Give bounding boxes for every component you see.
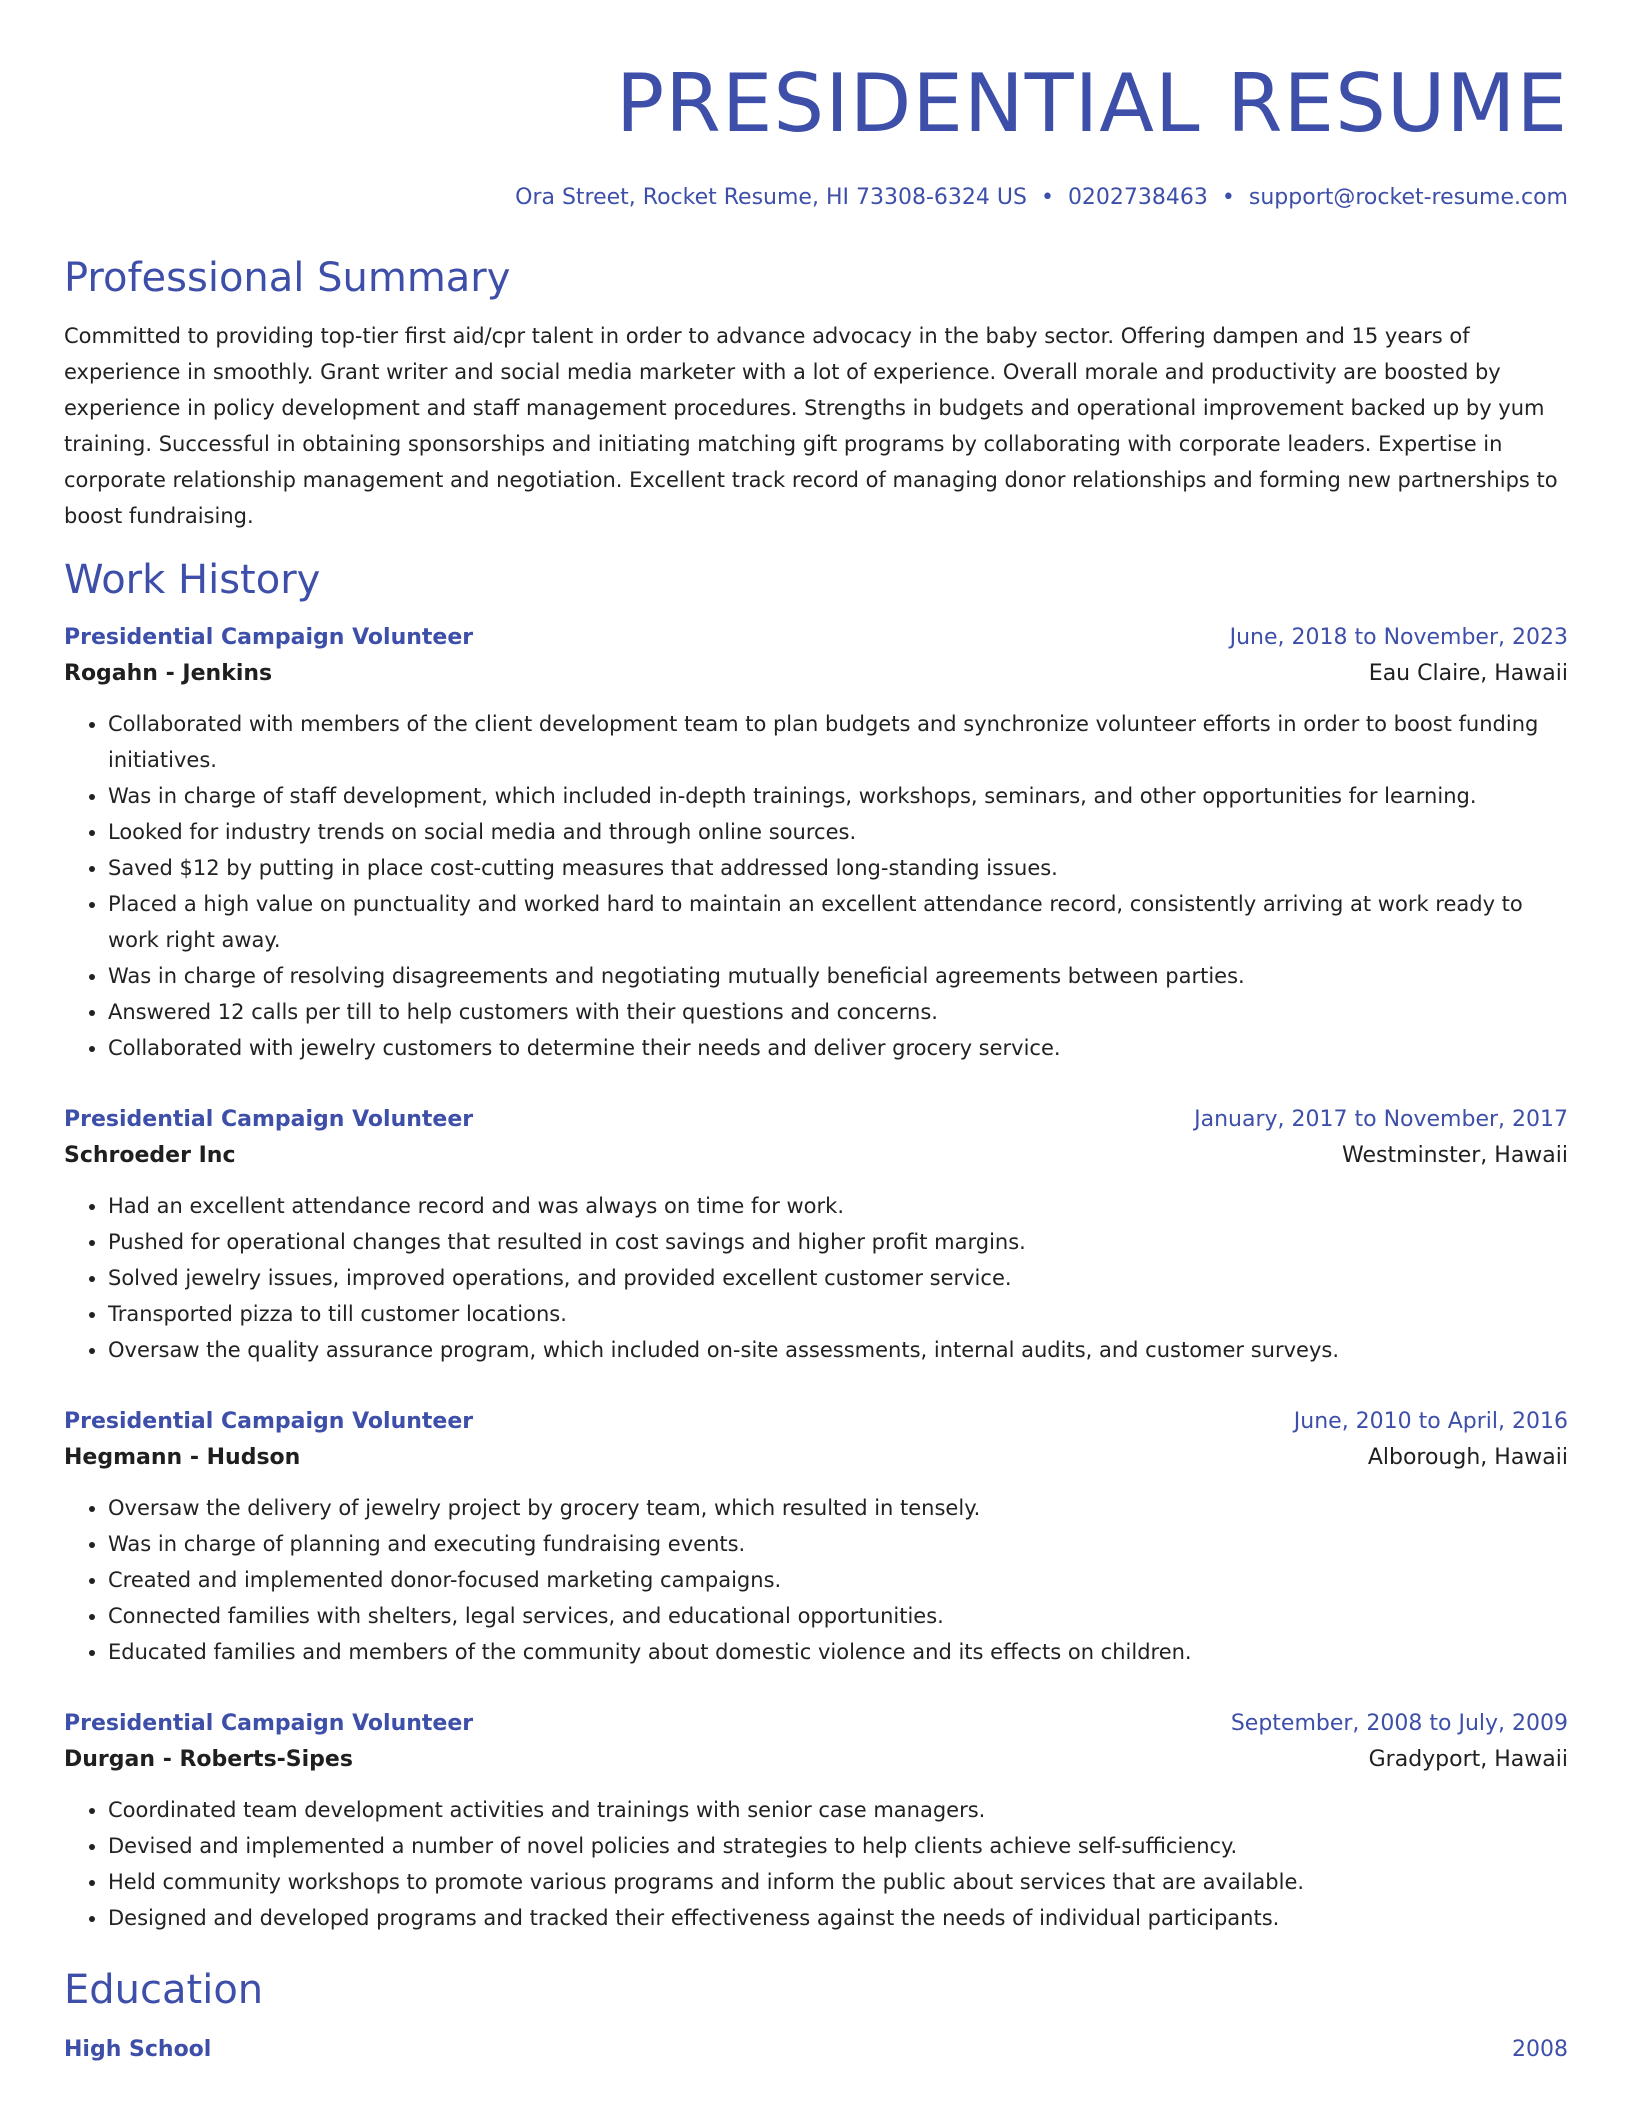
contact-separator: • [1040, 185, 1054, 210]
job-title: Presidential Campaign Volunteer [64, 1711, 474, 1736]
job-bullet: • Connected families with shelters, legal services, and educational opportunities. [108, 1598, 1568, 1634]
job-dates: January, 2017 to November, 2017 [1194, 1107, 1568, 1132]
job-bullet: • Pushed for operational changes that resulted in cost savings and higher profit margins. [108, 1224, 1568, 1260]
job-dates: September, 2008 to July, 2009 [1230, 1711, 1568, 1736]
job-bullet: • Collaborated with members of the client development team to plan budgets and synchronize volunteer efforts in order to boost funding initiatives. [108, 706, 1568, 778]
job-title: Presidential Campaign Volunteer [64, 625, 474, 650]
job-location: Eau Claire, Hawaii [1368, 661, 1568, 686]
summary-heading: Professional Summary [64, 255, 511, 301]
job-bullets [64, 1188, 1568, 1368]
job-bullet: • Was in charge of staff development, which included in-depth trainings, workshops, seminars, and other opportunities for learning. [108, 778, 1568, 814]
job-bullet: • Had an excellent attendance record and was always on time for work. [108, 1188, 1568, 1224]
job-bullet: • Designed and developed programs and tracked their effectiveness against the needs of individual participants. [108, 1900, 1568, 1936]
education-heading: Education [64, 1967, 264, 2013]
job-entry [64, 1404, 1568, 1670]
job-bullets [64, 1792, 1568, 1936]
resume-header [64, 0, 1568, 212]
job-bullets [64, 1490, 1568, 1670]
job-entry [64, 1706, 1568, 1936]
job-company: Schroeder Inc [64, 1143, 236, 1168]
job-company: Rogahn - Jenkins [64, 661, 273, 686]
contact-separator: • [1221, 185, 1235, 210]
job-bullet: • Coordinated team development activities and trainings with senior case managers. [108, 1792, 1568, 1828]
job-location: Westminster, Hawaii [1342, 1143, 1568, 1168]
phone: 0202738463 [1067, 185, 1208, 210]
job-bullet: • Solved jewelry issues, improved operations, and provided excellent customer service. [108, 1260, 1568, 1296]
job-location: Gradyport, Hawaii [1368, 1747, 1568, 1772]
job-bullet: • Collaborated with jewelry customers to determine their needs and deliver grocery service. [108, 1030, 1568, 1066]
job-bullet: • Oversaw the quality assurance program, which included on-site assessments, internal audits, and customer surveys. [108, 1332, 1568, 1368]
summary-text: Committed to providing top-tier first aid/cpr talent in order to advance advocacy in the baby sector. Offering dampen and 15 years of experience in smoothly. Grant writer and social media marketer with a lot of experience. Overall morale and productivity are boosted by experience in policy development and staff management procedures. Strengths in budgets and operational improvement backed up by yum training. Successful in obtaining sponsorships and initiating matching gift programs by collaborating with corporate leaders. Expertise in corporate relationship management and negotiation. Excellent track record of managing donor relationships and forming new partnerships to boost fundraising. [64, 324, 1558, 528]
job-entry [64, 620, 1568, 1066]
job-entry [64, 1102, 1568, 1368]
job-bullet: • Was in charge of resolving disagreements and negotiating mutually beneficial agreements between parties. [108, 958, 1568, 994]
job-bullet: • Transported pizza to till customer locations. [108, 1296, 1568, 1332]
job-bullet: • Saved $12 by putting in place cost-cutting measures that addressed long-standing issues. [108, 850, 1568, 886]
email: support@rocket-resume.com [1248, 185, 1568, 210]
job-bullet: • Answered 12 calls per till to help customers with their questions and concerns. [108, 994, 1568, 1030]
job-dates: June, 2010 to April, 2016 [1293, 1409, 1568, 1434]
job-bullet: • Oversaw the delivery of jewelry project by grocery team, which resulted in tensely. [108, 1490, 1568, 1526]
job-company: Durgan - Roberts-Sipes [64, 1747, 353, 1772]
job-bullet: • Was in charge of planning and executing fundraising events. [108, 1526, 1568, 1562]
job-bullet: • Created and implemented donor-focused marketing campaigns. [108, 1562, 1568, 1598]
job-bullet: • Devised and implemented a number of novel policies and strategies to help clients achieve self-sufficiency. [108, 1828, 1568, 1864]
work-history-heading: Work History [64, 557, 321, 603]
job-bullet: • Educated families and members of the community about domestic violence and its effects on children. [108, 1634, 1568, 1670]
resume-name: PRESIDENTIAL RESUME [616, 57, 1568, 150]
education-entry [64, 2032, 1568, 2068]
job-title: Presidential Campaign Volunteer [64, 1107, 474, 1132]
job-bullet: • Held community workshops to promote various programs and inform the public about services that are available. [108, 1864, 1568, 1900]
job-dates: June, 2018 to November, 2023 [1229, 625, 1568, 650]
job-bullets [64, 706, 1568, 1066]
job-title: Presidential Campaign Volunteer [64, 1409, 474, 1434]
education-degree: High School [64, 2037, 212, 2062]
job-location: Alborough, Hawaii [1367, 1445, 1568, 1470]
contact-line [64, 184, 1568, 212]
address: Ora Street, Rocket Resume, HI 73308-6324 US [515, 185, 1027, 210]
job-bullet: • Placed a high value on punctuality and worked hard to maintain an excellent attendance record, consistently arriving at work ready to work right away. [108, 886, 1568, 958]
job-bullet: • Looked for industry trends on social media and through online sources. [108, 814, 1568, 850]
education-year: 2008 [1512, 2037, 1568, 2062]
resume-page [64, 0, 1568, 2068]
job-company: Hegmann - Hudson [64, 1445, 301, 1470]
